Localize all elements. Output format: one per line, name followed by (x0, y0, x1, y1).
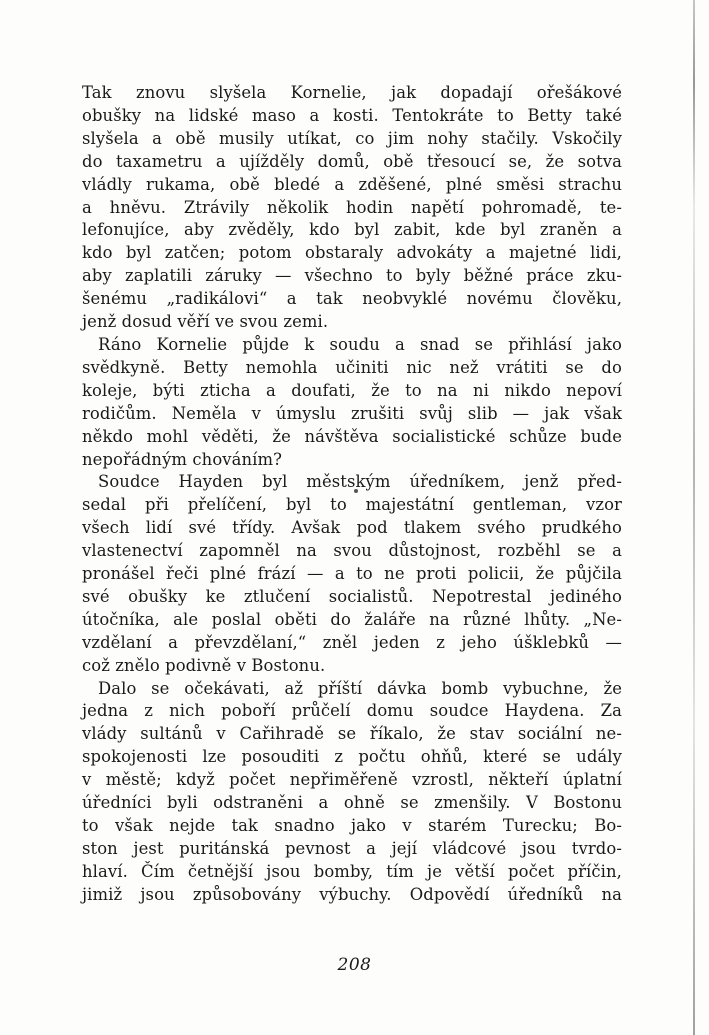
text-line: to však nejde tak snadno jako v starém Turecku; Bo- (82, 816, 622, 835)
text-line: rodičům. Neměla v úmyslu zrušiti svůj slib — jak však (82, 403, 622, 423)
text-line: šenému „radikálovi“ a tak neobvyklé novému člověku, (82, 289, 622, 309)
text-line: své obušky ke ztlučení socialistů. Nepotrestal jediného (82, 586, 622, 606)
text-line: spokojenosti lze posouditi z počtu ohňů, které se udály (82, 747, 622, 767)
text-line: slyšela a obě musily utíkat, co jim nohy stačily. Vskočily (82, 128, 622, 148)
text-line: Tak znovu slyšela Kornelie, jak dopadají ořešákové (82, 83, 622, 102)
text-line: obušky na lidské maso a kosti. Tentokráte to Betty také (82, 105, 622, 125)
text-line: vzdělaní a převzdělaní,“ zněl jeden z jeho úšklebků — (82, 632, 622, 652)
text-line: hlaví. Čím četnější jsou bomby, tím je větší počet příčin, (82, 861, 622, 881)
text-line: Ráno Kornelie půjde k soudu a snad se přihlásí jako (98, 334, 622, 354)
text-line: ston jest puritánská pevnost a její vládcové jsou tvrdo- (82, 838, 622, 858)
text-line: jedna z nich poboří průčelí domu soudce Haydena. Za (82, 701, 622, 721)
text-line: úředníci byli odstraněni a ohně se zmenšily. V Bostonu (82, 793, 622, 813)
text-line: jimiž jsou způsobovány výbuchy. Odpovědí úředníků na (82, 884, 622, 904)
text-line: což znělo podivně v Bostonu. (82, 655, 326, 675)
text-line: sedal při přelíčení, byl to majestátní gentleman, vzor (82, 495, 622, 515)
text-line: lefonujíce, aby zvěděly, kdo byl zabit, kde byl zraněn a (82, 220, 622, 240)
body-text (82, 82, 622, 907)
text-line: nepořádným chováním? (82, 449, 283, 469)
text-line: jenž dosud věří ve svou zemi. (82, 312, 329, 332)
text-line: Dalo se očekávati, až příští dávka bomb vybuchne, že (98, 678, 622, 698)
page-number: 208 (337, 955, 372, 975)
text-line: Soudce Hayden byl městským úředníkem, jenž před- (98, 472, 622, 492)
text-line: pronášel řeči plné frází — a to ne proti policii, že půjčila (82, 564, 622, 584)
text-line: všech lidí své třídy. Avšak pod tlakem svého prudkého (82, 518, 622, 538)
text-line: svědkyně. Betty nemohla učiniti nic než vrátiti se do (82, 357, 622, 377)
text-line: vládly rukama, obě bledé a zděšené, plné směsi strachu (82, 174, 622, 194)
text-line: kdo byl zatčen; potom obstaraly advokáty a majetné lidi, (82, 243, 622, 263)
text-line: koleje, býti zticha a doufati, že to na ni nikdo nepoví (82, 380, 622, 400)
page-edge-shadow (693, 0, 695, 1035)
text-line: do taxametru a ujížděly domů, obě třesoucí se, že sotva (82, 151, 622, 171)
text-line: útočníka, ale poslal oběti do žaláře na různé lhůty. „Ne- (82, 609, 622, 629)
text-line: aby zaplatili záruky — všechno to byly běžné práce zku- (82, 266, 622, 286)
text-line: v městě; když počet nepřiměřeně vzrostl, někteří úplatní (82, 770, 622, 790)
text-line: někdo mohl věděti, že návštěva socialistické schůze bude (82, 426, 622, 446)
text-line: a hněvu. Ztrávily několik hodin napětí pohromadě, te- (82, 197, 622, 217)
text-line: vlastenectví zapomněl na svou důstojnost, rozběhl se a (82, 541, 622, 561)
text-line: vlády sultánů v Cařihradě se říkalo, že stav sociální ne- (82, 724, 622, 744)
